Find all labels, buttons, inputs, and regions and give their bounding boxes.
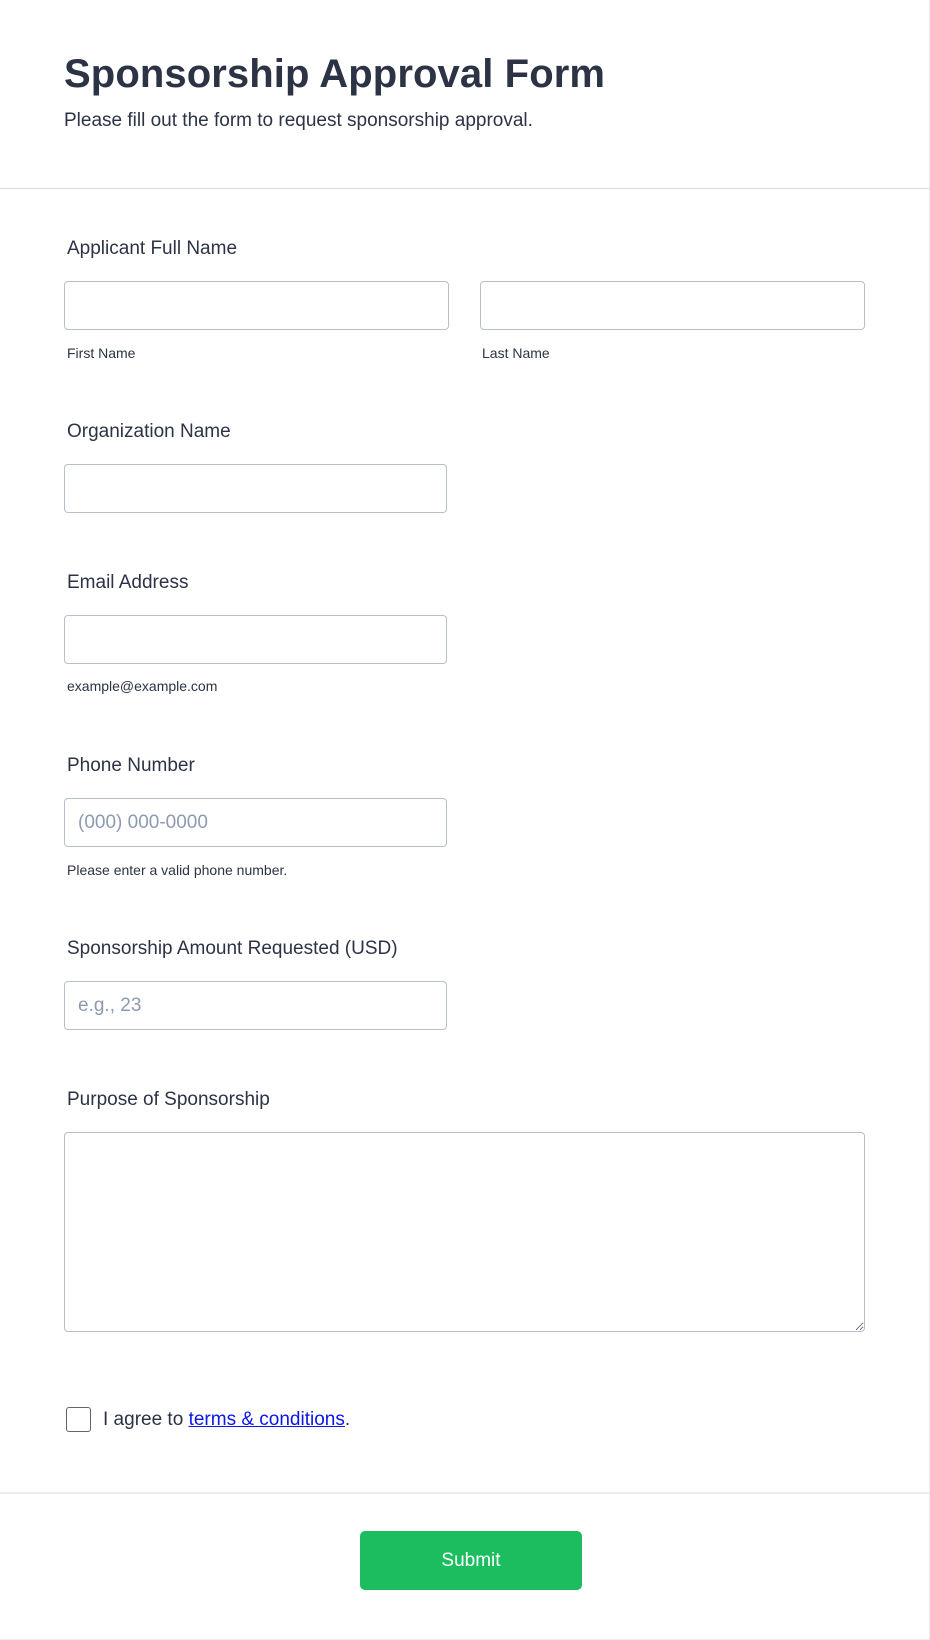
terms-prefix: I agree to: [103, 1408, 189, 1430]
terms-suffix: .: [344, 1408, 351, 1430]
submit-button[interactable]: Submit: [360, 1531, 582, 1590]
terms-text: [103, 1409, 350, 1431]
terms-checkbox[interactable]: [66, 1407, 91, 1432]
footer-divider: [0, 1492, 930, 1494]
last-name-sublabel: Last Name: [482, 345, 550, 361]
phone-sublabel: Please enter a valid phone number.: [67, 862, 288, 878]
amount-label: Sponsorship Amount Requested (USD): [67, 938, 398, 959]
purpose-textarea[interactable]: [64, 1132, 865, 1332]
form-header: [0, 0, 930, 189]
email-sublabel: example@example.com: [67, 678, 218, 694]
page-title: Sponsorship Approval Form: [64, 52, 606, 96]
first-name-sublabel: First Name: [67, 345, 136, 361]
purpose-label: Purpose of Sponsorship: [67, 1089, 270, 1110]
organization-label: Organization Name: [67, 421, 231, 442]
terms-link[interactable]: terms & conditions: [188, 1408, 345, 1430]
amount-input[interactable]: [64, 981, 447, 1030]
organization-input[interactable]: [64, 464, 447, 513]
last-name-input[interactable]: [480, 281, 865, 330]
page-subtitle: Please fill out the form to request sponsorship approval.: [64, 110, 533, 131]
email-label: Email Address: [67, 572, 189, 593]
email-input[interactable]: [64, 615, 447, 664]
phone-label: Phone Number: [67, 755, 195, 776]
terms-consent: [66, 1407, 350, 1432]
full-name-label: Applicant Full Name: [67, 238, 238, 259]
phone-input[interactable]: [64, 798, 447, 847]
first-name-input[interactable]: [64, 281, 449, 330]
